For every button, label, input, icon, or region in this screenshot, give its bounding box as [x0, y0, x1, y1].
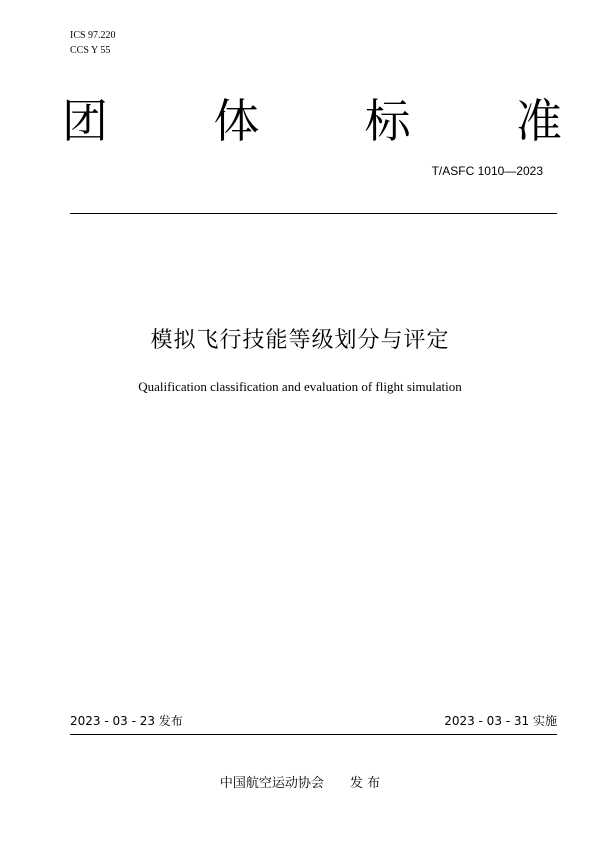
document-title-english: Qualification classification and evaluation of flight simulation [138, 379, 462, 394]
ics-code: ICS 97.220 [70, 30, 116, 41]
publisher-action: 发 布 [349, 776, 381, 791]
standard-number: T/ASFC 1010—2023 [431, 164, 543, 178]
publisher-line [0, 775, 600, 793]
document-title-chinese: 模拟飞行技能等级划分与评定 [150, 328, 450, 353]
release-date: 2023 - 03 - 23 发布 [70, 714, 183, 728]
heading-char: 团 [62, 94, 108, 148]
top-divider [70, 213, 557, 214]
heading-char: 标 [364, 94, 411, 148]
bottom-divider [70, 734, 557, 735]
heading-char: 体 [213, 94, 260, 148]
publisher-name: 中国航空运动协会 [219, 776, 324, 791]
ccs-code: CCS Y 55 [70, 45, 111, 56]
heading-char: 准 [515, 94, 562, 148]
standard-type-heading [62, 90, 562, 152]
implementation-date: 2023 - 03 - 31 实施 [444, 714, 557, 728]
classification-codes [70, 28, 116, 58]
